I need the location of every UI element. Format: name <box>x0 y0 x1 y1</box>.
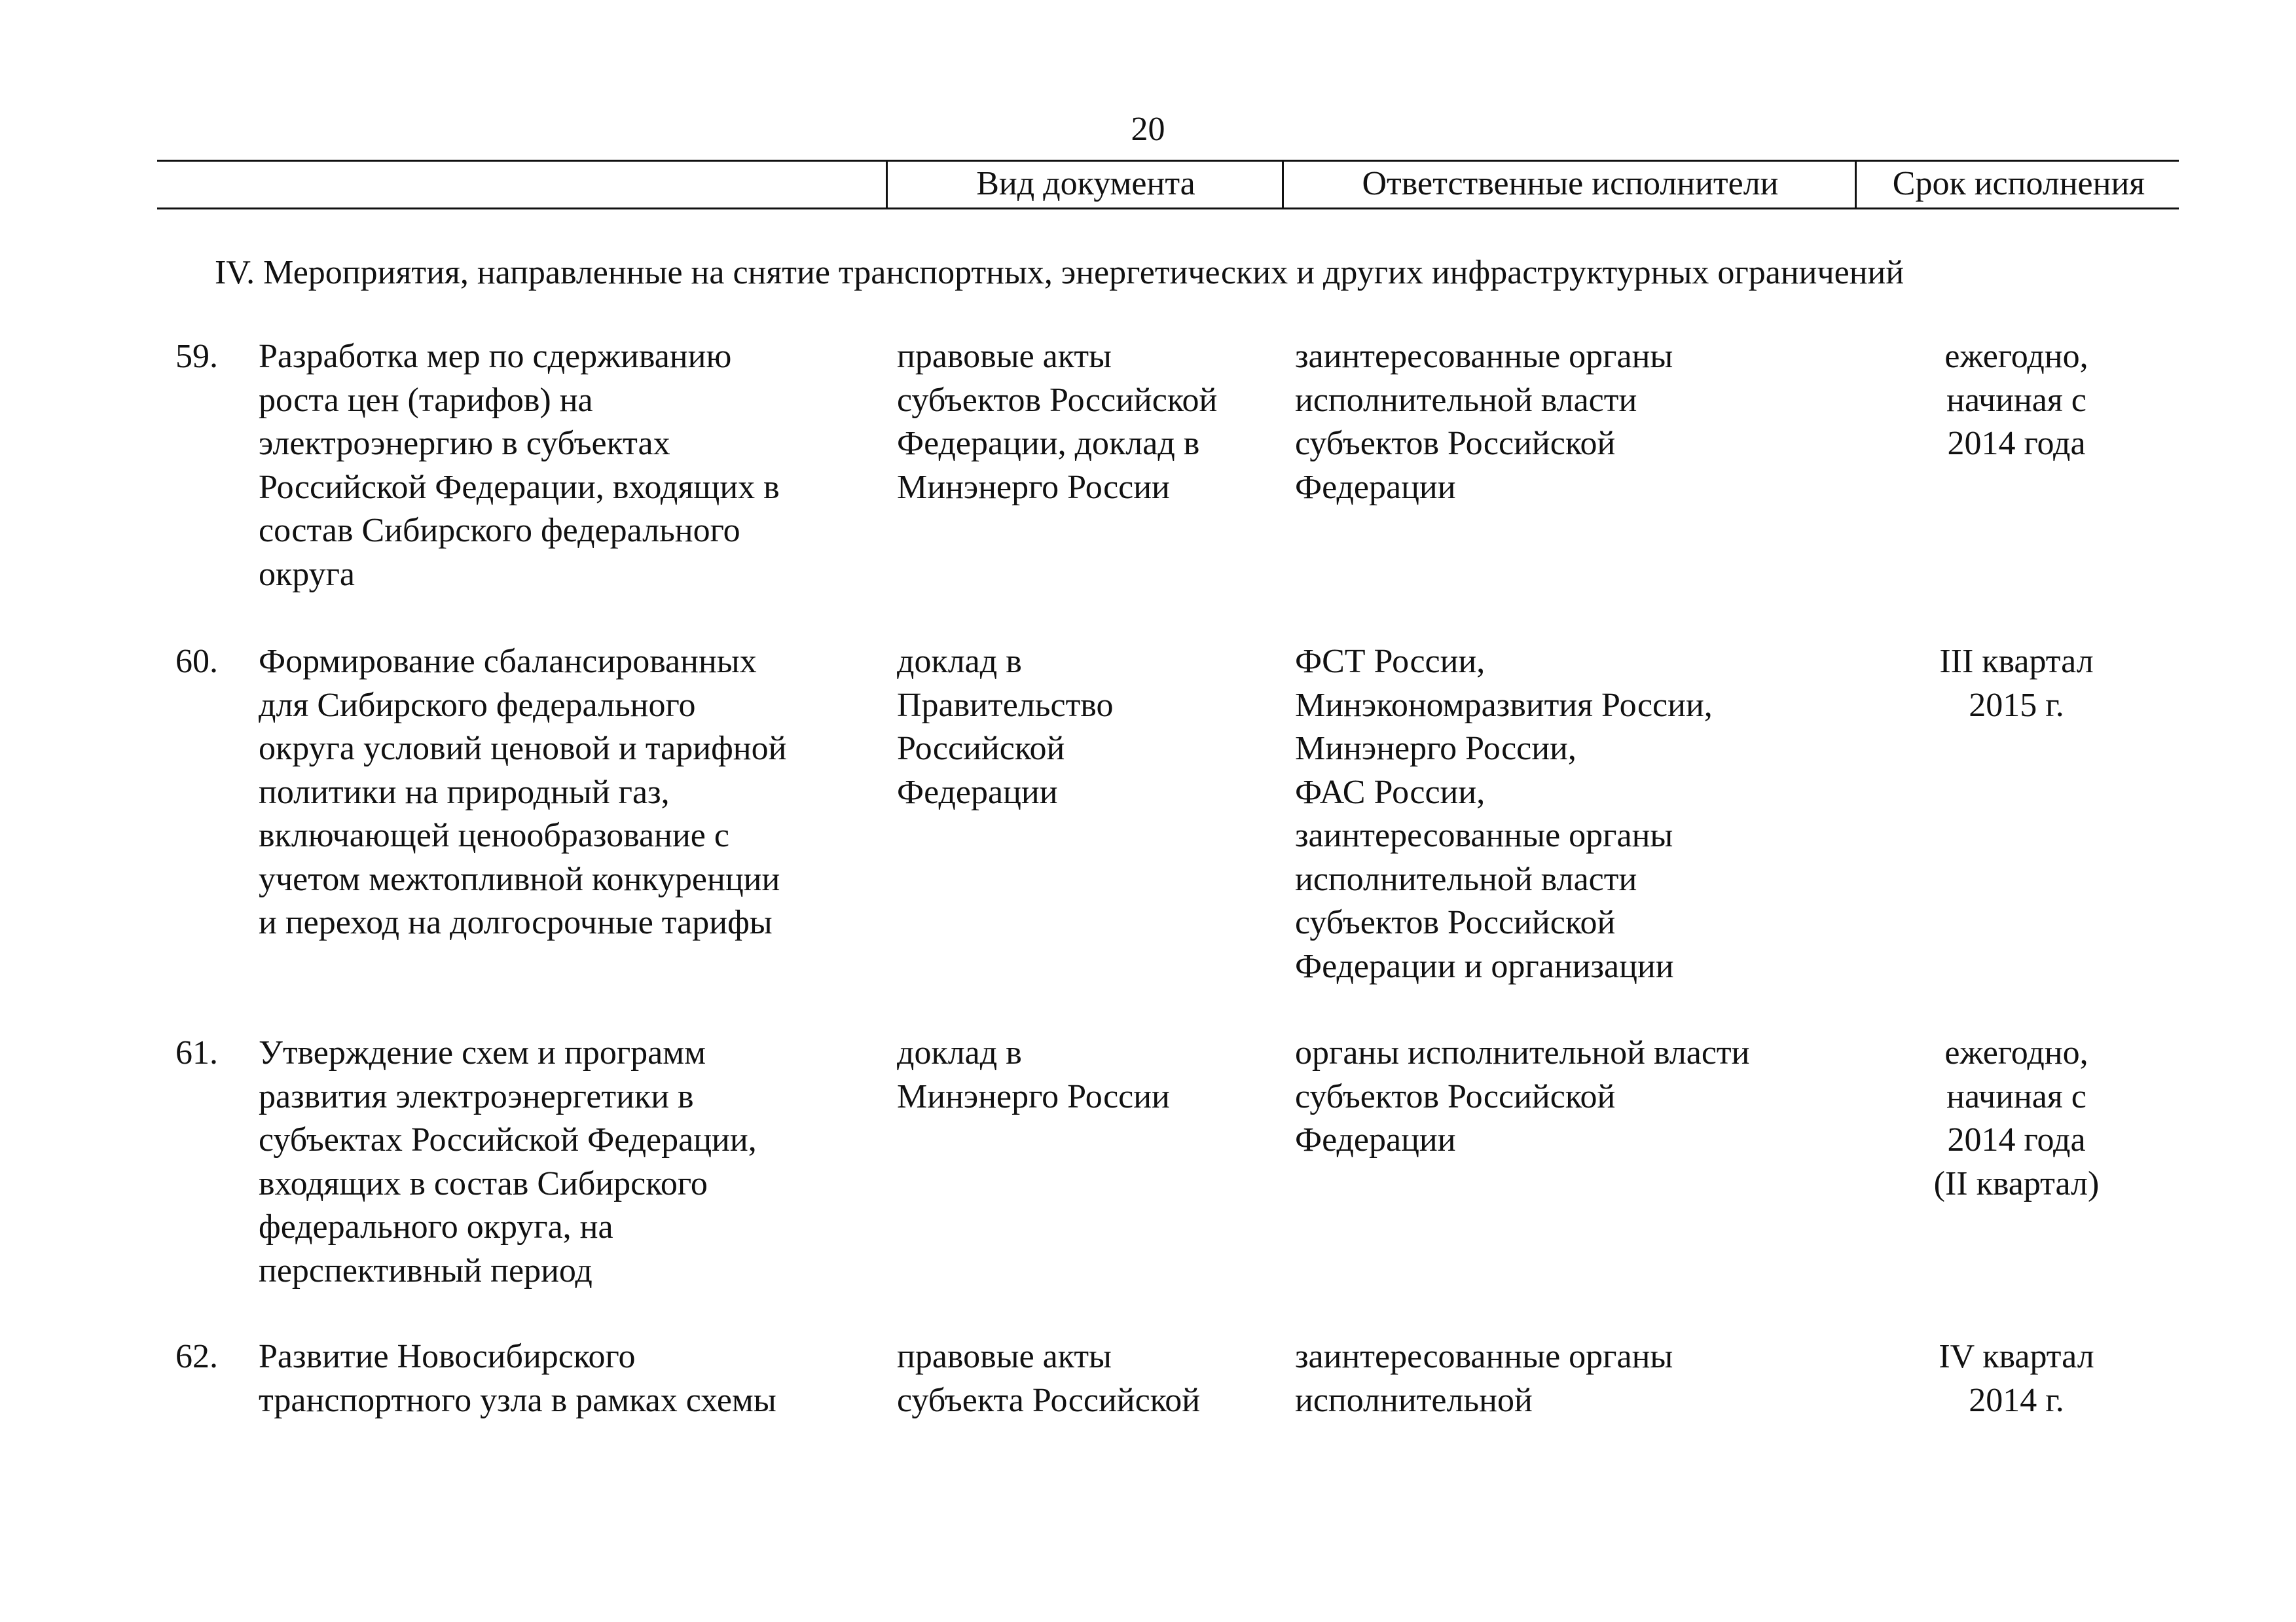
row-document-type: доклад в Правительство Российской Федерации <box>897 643 1114 811</box>
row-responsible: ФСТ России, Минэкономразвития России, Минэнерго России, ФАС России, заинтересованные органы исполнительной власти субъектов Российской Федерации и организации <box>1295 643 1713 985</box>
row-task: Утверждение схем и программ развития электроэнергетики в субъектах Российской Федерации, входящих в состав Сибирского федерального округа, на перспективный период <box>259 1034 757 1289</box>
header-deadline: Срок исполнения <box>1855 162 2181 207</box>
row-document-type: правовые акты субъекта Российской <box>897 1338 1201 1419</box>
row-task: Формирование сбалансированных для Сибирского федерального округа условий ценовой и тарифной политики на природный газ, включающей ценообразование с учетом межтопливной конкуренции и переход на долгосрочные тарифы <box>259 643 787 941</box>
row-number: 60. <box>175 643 218 680</box>
row-task: Развитие Новосибирского транспортного узла в рамках схемы <box>259 1338 776 1419</box>
row-deadline: IV квартал 2014 г. <box>1939 1338 2094 1419</box>
row-deadline: ежегодно, начиная с 2014 года (II квартал) <box>1933 1034 2100 1202</box>
header-responsible: Ответственные исполнители <box>1282 162 1857 207</box>
row-deadline: ежегодно, начиная с 2014 года <box>1944 338 2088 462</box>
table-header <box>157 160 2179 209</box>
row-responsible: органы исполнительной власти субъектов Российской Федерации <box>1295 1034 1750 1159</box>
row-number: 59. <box>175 338 218 375</box>
row-responsible: заинтересованные органы исполнительной <box>1295 1338 1673 1419</box>
row-document-type: доклад в Минэнерго России <box>897 1034 1170 1115</box>
row-responsible: заинтересованные органы исполнительной власти субъектов Российской Федерации <box>1295 338 1673 506</box>
row-task: Разработка мер по сдерживанию роста цен (тарифов) на электроэнергию в субъектах Российской Федерации, входящих в состав Сибирского федерального округа <box>259 338 780 593</box>
row-document-type: правовые акты субъектов Российской Федерации, доклад в Минэнерго России <box>897 338 1218 506</box>
page-number: 20 <box>1131 111 1165 148</box>
row-deadline: III квартал 2015 г. <box>1939 643 2094 724</box>
row-number: 62. <box>175 1338 218 1375</box>
section-title: IV. Мероприятия, направленные на снятие транспортных, энергетических и других инфраструктурных ограничений <box>215 254 1904 291</box>
row-number: 61. <box>175 1034 218 1072</box>
header-document-type: Вид документа <box>886 162 1284 207</box>
